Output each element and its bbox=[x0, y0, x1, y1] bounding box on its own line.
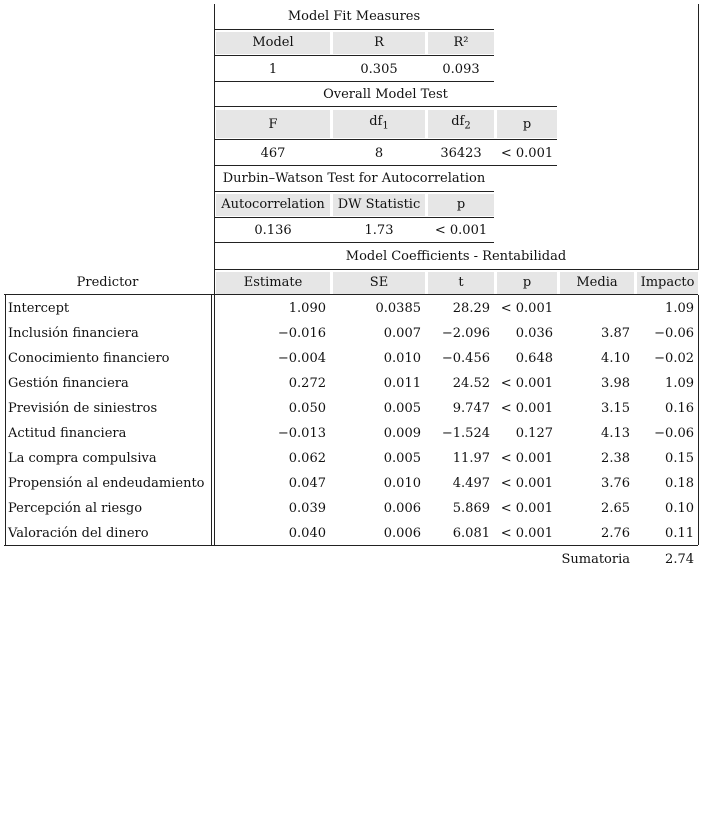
col-header-r2: R² bbox=[453, 35, 469, 50]
divider bbox=[214, 269, 698, 270]
col-header-p: p bbox=[522, 117, 532, 132]
cell-p: < 0.001 bbox=[500, 146, 554, 161]
cell-impacto: 0.18 bbox=[665, 476, 694, 491]
divider bbox=[214, 165, 557, 166]
cell-impacto: 0.11 bbox=[665, 526, 694, 541]
cell-predictor: Intercept bbox=[8, 301, 70, 316]
cell-se: 0.010 bbox=[383, 476, 421, 491]
col-header-f: F bbox=[268, 117, 278, 132]
cell-media: 3.15 bbox=[601, 401, 630, 416]
cell-estimate: −0.016 bbox=[277, 326, 326, 341]
cell-se: 0.007 bbox=[383, 326, 421, 341]
divider bbox=[4, 545, 698, 546]
col-header-media: Media bbox=[576, 275, 618, 290]
cell-estimate: −0.004 bbox=[277, 351, 326, 366]
cell-p: < 0.001 bbox=[500, 376, 553, 391]
col-header-df1 bbox=[333, 113, 425, 136]
col-header-model: Model bbox=[252, 35, 294, 50]
cell-model: 1 bbox=[268, 62, 278, 77]
cell-impacto: 0.10 bbox=[665, 501, 694, 516]
divider bbox=[214, 191, 494, 192]
cell-p: < 0.001 bbox=[434, 223, 488, 238]
cell-estimate: 0.272 bbox=[288, 376, 326, 391]
cell-t: −0.456 bbox=[441, 351, 490, 366]
col-header-df2 bbox=[428, 113, 494, 136]
cell-media: 2.65 bbox=[601, 501, 630, 516]
cell-se: 0.006 bbox=[383, 526, 421, 541]
cell-p: 0.648 bbox=[515, 351, 553, 366]
cell-impacto: −0.06 bbox=[654, 326, 694, 341]
divider bbox=[214, 217, 494, 218]
cell-predictor: Inclusión financiera bbox=[8, 326, 139, 341]
divider bbox=[214, 242, 494, 243]
cell-df1: 8 bbox=[374, 146, 384, 161]
grid-line bbox=[214, 295, 215, 545]
cell-predictor: Percepción al riesgo bbox=[8, 501, 143, 516]
df-label: df bbox=[451, 114, 465, 129]
cell-t: 4.497 bbox=[452, 476, 490, 491]
cell-se: 0.005 bbox=[383, 451, 421, 466]
cell-t: −2.096 bbox=[441, 326, 490, 341]
cell-p: < 0.001 bbox=[500, 476, 553, 491]
cell-impacto: −0.02 bbox=[654, 351, 694, 366]
col-header-t: t bbox=[458, 275, 464, 290]
cell-se: 0.0385 bbox=[375, 301, 421, 316]
cell-estimate: 0.047 bbox=[288, 476, 326, 491]
frame-right-border bbox=[698, 4, 699, 270]
cell-impacto: 1.09 bbox=[665, 301, 694, 316]
cell-r2: 0.093 bbox=[442, 62, 480, 77]
cell-t: 24.52 bbox=[452, 376, 490, 391]
cell-df2: 36423 bbox=[440, 146, 482, 161]
cell-t: 6.081 bbox=[452, 526, 490, 541]
cell-media: 3.87 bbox=[601, 326, 630, 341]
cell-media: 4.10 bbox=[601, 351, 630, 366]
col-header-predictor: Predictor bbox=[76, 275, 139, 290]
col-header-dw: DW Statistic bbox=[337, 197, 421, 212]
divider bbox=[214, 106, 557, 107]
divider bbox=[214, 139, 557, 140]
divider bbox=[214, 29, 494, 30]
cell-t: −1.524 bbox=[441, 426, 490, 441]
col-header-r: R bbox=[374, 35, 384, 50]
cell-se: 0.010 bbox=[383, 351, 421, 366]
cell-t: 28.29 bbox=[452, 301, 490, 316]
cell-r: 0.305 bbox=[360, 62, 398, 77]
cell-predictor: Propensión al endeudamiento bbox=[8, 476, 205, 491]
cell-impacto: 0.16 bbox=[665, 401, 694, 416]
col-header-impacto: Impacto bbox=[640, 275, 695, 290]
cell-impacto: 0.15 bbox=[665, 451, 694, 466]
divider bbox=[214, 55, 494, 56]
cell-t: 9.747 bbox=[452, 401, 490, 416]
cell-estimate: −0.013 bbox=[277, 426, 326, 441]
col-header-estimate: Estimate bbox=[243, 275, 303, 290]
divider bbox=[214, 81, 494, 82]
cell-media: 3.76 bbox=[601, 476, 630, 491]
cell-f: 467 bbox=[260, 146, 286, 161]
cell-predictor: Conocimiento financiero bbox=[8, 351, 170, 366]
overall-test-title: Overall Model Test bbox=[323, 87, 448, 102]
cell-p: < 0.001 bbox=[500, 301, 553, 316]
cell-autocorrelation: 0.136 bbox=[254, 223, 292, 238]
cell-predictor: Gestión financiera bbox=[8, 376, 129, 391]
cell-p: < 0.001 bbox=[500, 526, 553, 541]
cell-t: 11.97 bbox=[452, 451, 490, 466]
cell-se: 0.009 bbox=[383, 426, 421, 441]
cell-media: 3.98 bbox=[601, 376, 630, 391]
cell-se: 0.011 bbox=[383, 376, 421, 391]
col-header-p: p bbox=[456, 197, 466, 212]
df-subscript: 1 bbox=[382, 120, 389, 132]
cell-impacto: 1.09 bbox=[665, 376, 694, 391]
cell-t: 5.869 bbox=[452, 501, 490, 516]
df-label: df bbox=[369, 114, 383, 129]
col-header-autocorrelation: Autocorrelation bbox=[221, 197, 325, 212]
cell-estimate: 0.039 bbox=[288, 501, 326, 516]
cell-se: 0.005 bbox=[383, 401, 421, 416]
cell-p: < 0.001 bbox=[500, 501, 553, 516]
col-header-p: p bbox=[522, 275, 532, 290]
grid-line bbox=[211, 295, 212, 545]
cell-dw: 1.73 bbox=[364, 223, 394, 238]
df-subscript: 2 bbox=[464, 120, 471, 132]
sum-label: Sumatoria bbox=[561, 552, 630, 567]
coefficients-title: Model Coefficients - Rentabilidad bbox=[345, 249, 567, 264]
grid-line bbox=[698, 295, 699, 545]
cell-estimate: 1.090 bbox=[288, 301, 326, 316]
cell-estimate: 0.062 bbox=[288, 451, 326, 466]
cell-se: 0.006 bbox=[383, 501, 421, 516]
cell-predictor: Actitud financiera bbox=[8, 426, 127, 441]
col-header-se: SE bbox=[369, 275, 389, 290]
durbin-watson-title: Durbin–Watson Test for Autocorrelation bbox=[222, 171, 486, 186]
cell-media: 2.76 bbox=[601, 526, 630, 541]
cell-estimate: 0.040 bbox=[288, 526, 326, 541]
cell-p: < 0.001 bbox=[500, 451, 553, 466]
cell-media: 2.38 bbox=[601, 451, 630, 466]
cell-predictor: Valoración del dinero bbox=[8, 526, 149, 541]
cell-predictor: Previsión de siniestros bbox=[8, 401, 158, 416]
cell-impacto: −0.06 bbox=[654, 426, 694, 441]
sum-value: 2.74 bbox=[665, 552, 694, 567]
cell-p: 0.036 bbox=[515, 326, 553, 341]
cell-predictor: La compra compulsiva bbox=[8, 451, 157, 466]
cell-estimate: 0.050 bbox=[288, 401, 326, 416]
cell-media: 4.13 bbox=[601, 426, 630, 441]
divider bbox=[4, 294, 698, 295]
cell-p: < 0.001 bbox=[500, 401, 553, 416]
cell-p: 0.127 bbox=[515, 426, 553, 441]
model-fit-title: Model Fit Measures bbox=[287, 9, 421, 24]
